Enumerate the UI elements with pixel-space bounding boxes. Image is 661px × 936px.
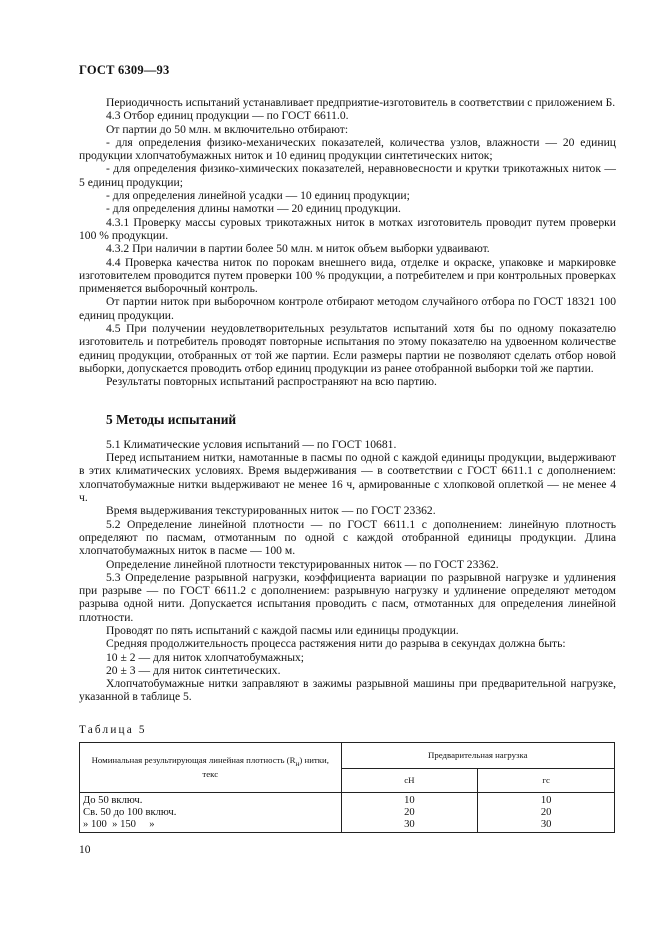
row-label: Св. 50 до 100 включ. (83, 807, 177, 818)
unit-cn-header: сН (341, 769, 478, 793)
paragraph: Средняя продолжительность процесса растяжения нити до разрыва в секундах должна быть: (106, 637, 566, 651)
paragraph: 4.3.1 Проверку массы суровых трикотажных ниток в мотках изготовитель проводит путем проверки 100 % продукции. (79, 215, 616, 242)
paragraph: От партии ниток при выборочном контроле отбирают методом случайного отбора по ГОСТ 18321 100 единиц продукции. (79, 295, 616, 322)
table-row (80, 793, 615, 833)
paragraph: - для определения физико-химических показателей, неравновесности и крутки трикотажных ниток — 5 единиц продукции; (79, 162, 616, 189)
gs-values-cell (478, 793, 615, 833)
paragraph: Результаты повторных испытаний распространяют на всю партию. (106, 375, 437, 389)
paragraph: 5.2 Определение линейной плотности — по ГОСТ 6611.1 с дополнением: линейную плотность определяют по пасмам, отмотанным по одной с каждой отобранной единицы продукции. Длина хлопчатобумажных ниток в пасме — 100 м. (79, 517, 616, 558)
paragraph: 5.3 Определение разрывной нагрузки, коэффициента вариации по разрывной нагрузке и удлинения при разрыве — по ГОСТ 6611.2 с дополнением: разрывную нагрузку и удлинение определяют методом разрыва одной нити. Допускается испытания проводить с пасм, отмотанных для определения линейной плотности. (79, 570, 616, 624)
preload-column-header: Предварительная нагрузка (341, 743, 614, 769)
paragraph: - для определения линейной усадки — 10 единиц продукции; (106, 189, 410, 203)
paragraph: Время выдерживания текстурированных ниток — по ГОСТ 23362. (106, 504, 436, 518)
preload-table (79, 742, 615, 833)
paragraph: Периодичность испытаний устанавливает предприятие-изготовитель в соответствии с приложением Б. (106, 96, 616, 109)
paragraph: - для определения физико-механических показателей, количества узлов, влажности — 20 единиц продукции хлопчатобумажных ниток и 10 единиц продукции синтетических ниток; (79, 135, 616, 163)
gs-value: 10 (540, 795, 552, 806)
paragraph: 4.3.2 При наличии в партии более 50 млн. м ниток объем выборки удваивают. (106, 242, 490, 256)
paragraph: Определение линейной плотности текстурированных ниток — по ГОСТ 23362. (106, 557, 499, 571)
paragraph: 10 ± 2 — для ниток хлопчатобумажных; (106, 650, 305, 664)
paragraph: 5.1 Климатические условия испытаний — по ГОСТ 10681. (106, 437, 397, 451)
paragraph: 4.5 При получении неудовлетворительных результатов испытаний хотя бы по одному показателю изготовитель и потребитель проводят повторные испытания по этому показателю на удвоенном количестве единиц продукции, отобранных от той же партии. Если размеры партии не позволяют сделать отбор новой выборки, допускается проводить отбор единиц продукции из ранее отобранной выборки той же партии. (79, 322, 616, 375)
paragraph: Хлопчатобумажные нитки заправляют в зажимы разрывной машины при предварительной нагрузке, указанной в таблице 5. (79, 677, 616, 704)
table-caption: Таблица 5 (79, 724, 147, 736)
page-number: 10 (79, 844, 91, 856)
unit-gs-header: гс (478, 769, 615, 793)
paragraph: 4.3 Отбор единиц продукции — по ГОСТ 6611.0. (106, 109, 349, 123)
paragraph: Проводят по пять испытаний с каждой пасмы или единицы продукции. (106, 623, 459, 637)
cn-value: 20 (404, 807, 415, 818)
row-label: » 100 » 150 » (83, 819, 155, 830)
row-label: До 50 включ. (83, 795, 143, 806)
gs-value: 30 (540, 819, 552, 830)
paragraph: 4.4 Проверка качества ниток по порокам внешнего вида, отделке и окраске, упаковке и маркировке изготовителем проводится путем проверки 100 % продукции, а потребителем и при контрольных проверках применяется выборочный контроль. (79, 255, 616, 296)
density-column-header: Номинальная результирующая линейная плотность $(R_н)$ нитки, текс (80, 743, 342, 793)
cn-values-cell (341, 793, 478, 833)
cn-value: 30 (404, 819, 415, 830)
section-heading: 5 Методы испытаний (106, 411, 237, 427)
paragraph: От партии до 50 млн. м включительно отбирают: (106, 122, 349, 136)
paragraph: Перед испытанием нитки, намотанные в пасмы по одной с каждой единицы продукции, выдерживают в этих климатических условиях. Время выдерживания — в соответствии с ГОСТ 6611.1 с дополнением: хлопчатобумажные нитки выдерживают не менее 16 ч, армированные с хлопковой оплеткой — не менее 4 ч. (79, 451, 616, 505)
paragraph: 20 ± 3 — для ниток синтетических. (106, 663, 281, 677)
density-labels-cell (80, 793, 342, 833)
cn-value: 10 (404, 795, 415, 806)
paragraph: - для определения длины намотки — 20 единиц продукции. (106, 202, 401, 216)
gs-value: 20 (540, 807, 552, 818)
body-text (79, 96, 616, 704)
document-header: ГОСТ 6309—93 (79, 63, 170, 77)
